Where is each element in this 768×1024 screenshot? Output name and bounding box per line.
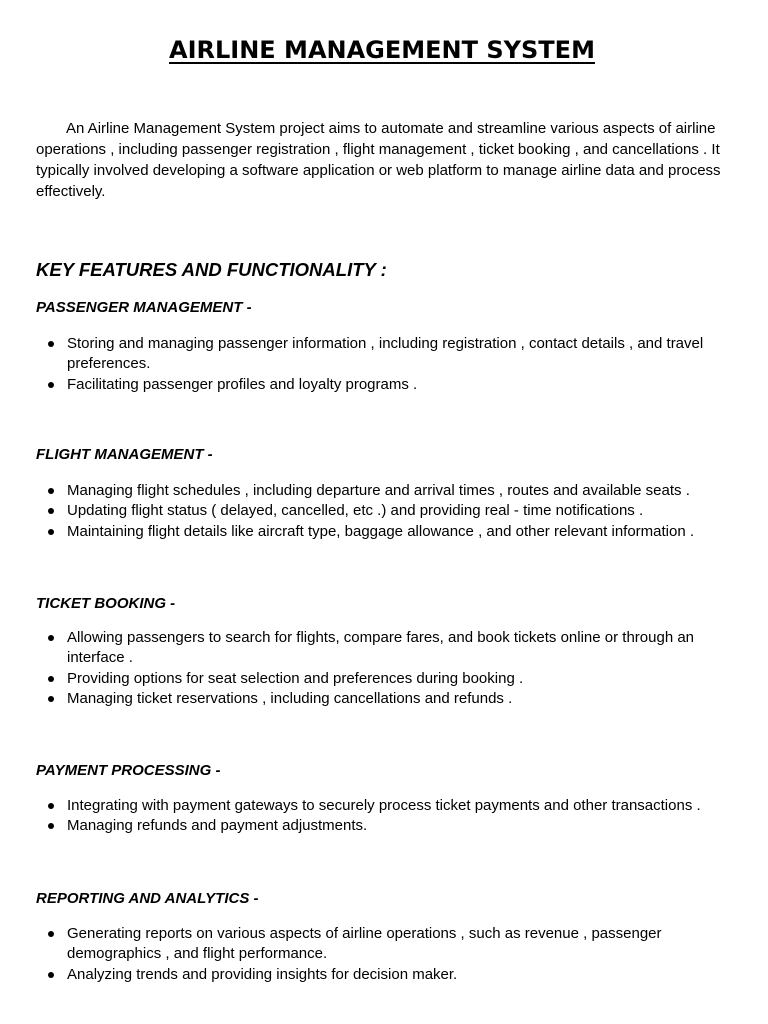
bullet-icon — [48, 341, 54, 347]
bullet-icon — [48, 676, 54, 682]
section-heading-payment-processing: PAYMENT PROCESSING - — [36, 762, 221, 779]
list-item — [36, 669, 736, 689]
intro-paragraph: An Airline Management System project aims to automate and streamline various aspects of airline operations , including passenger registration , flight management , ticket booking , and cancellations . It typically involved developing a software application or web platform to manage airline data and process effectively. — [36, 120, 721, 200]
list-item — [36, 334, 736, 375]
list-item — [36, 628, 736, 669]
list-item-text: Updating flight status ( delayed, cancelled, etc .) and providing real - time notifications . — [67, 502, 644, 520]
list-item-text: Allowing passengers to search for flights, compare fares, and book tickets online or through an interface . — [67, 629, 695, 667]
list-item-text: Maintaining flight details like aircraft type, baggage allowance , and other relevant information . — [67, 522, 695, 540]
list-item — [36, 816, 736, 836]
list-item — [36, 481, 736, 501]
list-item-text: Managing refunds and payment adjustments. — [67, 817, 368, 835]
bullet-icon — [48, 696, 54, 702]
bullet-icon — [48, 488, 54, 494]
bullet-icon — [48, 508, 54, 514]
list-item-text: Generating reports on various aspects of airline operations , such as revenue , passenger demographics , and flight performance. — [67, 925, 662, 963]
bullet-icon — [48, 803, 54, 809]
list-item — [36, 501, 736, 521]
list-item-text: Managing ticket reservations , including cancellations and refunds . — [67, 689, 513, 707]
list-item — [36, 796, 736, 816]
list-item-text: Storing and managing passenger information , including registration , contact details , and travel preferences. — [67, 335, 704, 373]
list-item — [36, 522, 736, 542]
features-heading: KEY FEATURES AND FUNCTIONALITY : — [36, 259, 387, 280]
passenger-management-list — [36, 334, 736, 395]
list-item-text: Analyzing trends and providing insights for decision maker. — [67, 965, 458, 983]
list-item — [36, 689, 736, 709]
reporting-analytics-list — [36, 924, 736, 985]
bullet-icon — [48, 931, 54, 937]
page-title: AIRLINE MANAGEMENT SYSTEM — [169, 36, 595, 64]
section-heading-flight-management: FLIGHT MANAGEMENT - — [36, 446, 213, 463]
list-item — [36, 965, 736, 985]
section-heading-ticket-booking: TICKET BOOKING - — [36, 595, 176, 612]
list-item-text: Providing options for seat selection and preferences during booking . — [67, 669, 524, 687]
list-item-text: Managing flight schedules , including departure and arrival times , routes and available seats . — [67, 482, 690, 499]
bullet-icon — [48, 972, 54, 978]
section-heading-reporting-analytics: REPORTING AND ANALYTICS - — [36, 890, 259, 907]
list-item — [36, 375, 736, 395]
bullet-icon — [48, 382, 54, 388]
bullet-icon — [48, 635, 54, 641]
list-item-text: Facilitating passenger profiles and loyalty programs . — [67, 375, 418, 393]
ticket-booking-list — [36, 628, 736, 709]
list-item — [36, 924, 736, 965]
list-item-text: Integrating with payment gateways to securely process ticket payments and other transactions . — [67, 797, 701, 814]
section-heading-passenger-management: PASSENGER MANAGEMENT - — [36, 299, 252, 316]
bullet-icon — [48, 529, 54, 535]
flight-management-list — [36, 481, 736, 542]
bullet-icon — [48, 823, 54, 829]
payment-processing-list — [36, 796, 736, 837]
